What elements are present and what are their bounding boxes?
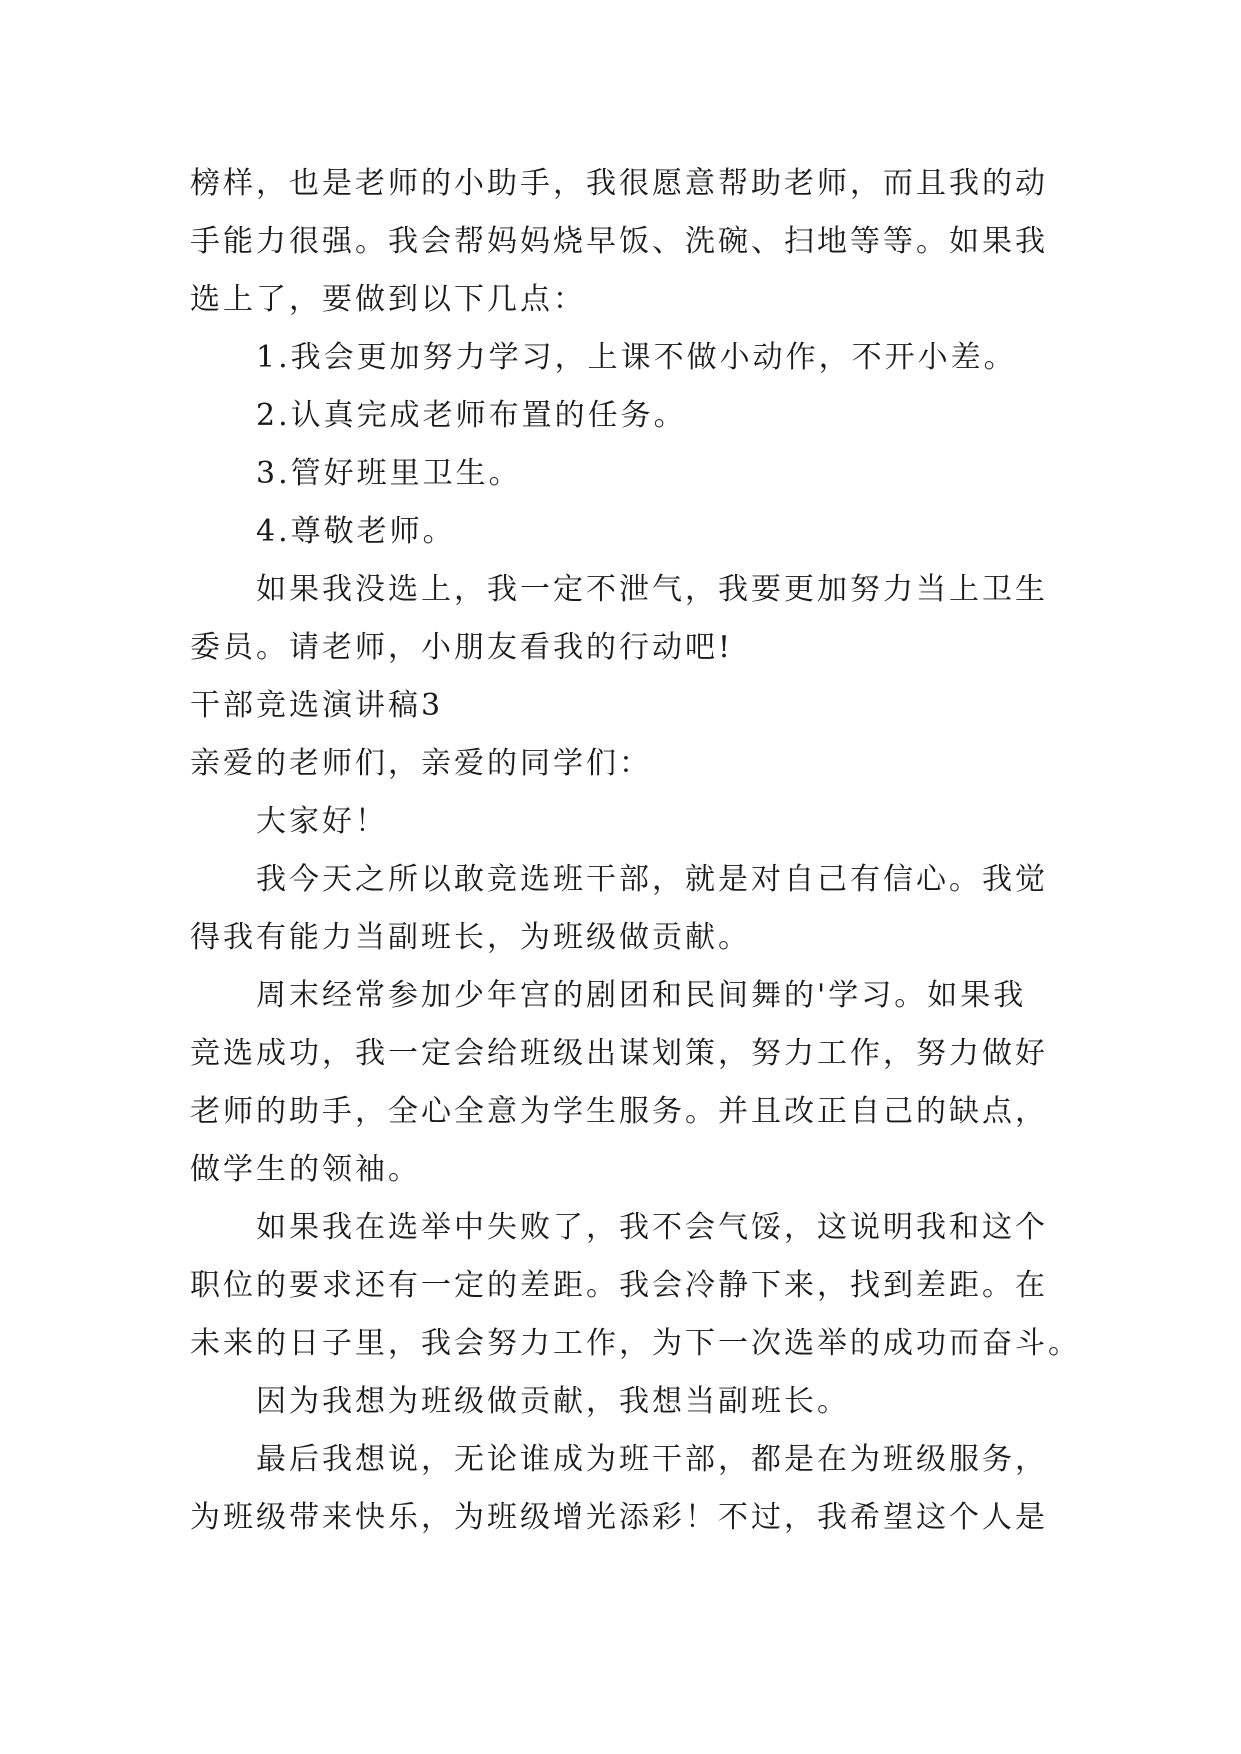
list-item: 1.我会更加努力学习，上课不做小动作，不开小差。 bbox=[256, 340, 1017, 375]
salutation: 亲爱的老师们，亲爱的同学们： bbox=[190, 746, 652, 781]
greeting: 大家好！ bbox=[256, 804, 388, 839]
text-line: 未来的日子里，我会努力工作，为下一次选举的成功而奋斗。 bbox=[190, 1326, 1081, 1361]
text-line: 委员。请老师，小朋友看我的行动吧! bbox=[190, 630, 734, 665]
text-line: 如果我没选上，我一定不泄气，我要更加努力当上卫生 bbox=[256, 572, 1048, 607]
text-line: 最后我想说，无论谁成为班干部，都是在为班级服务， bbox=[256, 1442, 1048, 1477]
text-line: 竞选成功，我一定会给班级出谋划策，努力工作，努力做好 bbox=[190, 1036, 1048, 1071]
text-line: 做学生的领袖。 bbox=[190, 1152, 421, 1187]
text-line: 得我有能力当副班长，为班级做贡献。 bbox=[190, 920, 751, 955]
list-item: 3.管好班里卫生。 bbox=[256, 456, 522, 491]
text-line: 选上了，要做到以下几点： bbox=[190, 282, 586, 317]
text-line: 榜样，也是老师的小助手，我很愿意帮助老师，而且我的动 bbox=[190, 166, 1048, 201]
document-body bbox=[190, 155, 1081, 1547]
list-item: 4.尊敬老师。 bbox=[256, 514, 456, 549]
text-line: 为班级带来快乐，为班级增光添彩！不过，我希望这个人是 bbox=[190, 1500, 1048, 1535]
section-title: 干部竞选演讲稿3 bbox=[190, 688, 444, 723]
text-line: 周末经常参加少年宫的剧团和民间舞的'学习。如果我 bbox=[256, 978, 1027, 1013]
list-item: 2.认真完成老师布置的任务。 bbox=[256, 398, 687, 433]
text-line: 因为我想为班级做贡献，我想当副班长。 bbox=[256, 1384, 850, 1419]
text-line: 我今天之所以敢竞选班干部，就是对自己有信心。我觉 bbox=[256, 862, 1048, 897]
text-line: 手能力很强。我会帮妈妈烧早饭、洗碗、扫地等等。如果我 bbox=[190, 224, 1048, 259]
text-line: 如果我在选举中失败了，我不会气馁，这说明我和这个 bbox=[256, 1210, 1048, 1245]
text-line: 职位的要求还有一定的差距。我会冷静下来，找到差距。在 bbox=[190, 1268, 1048, 1303]
text-line: 老师的助手，全心全意为学生服务。并且改正自己的缺点， bbox=[190, 1094, 1048, 1129]
